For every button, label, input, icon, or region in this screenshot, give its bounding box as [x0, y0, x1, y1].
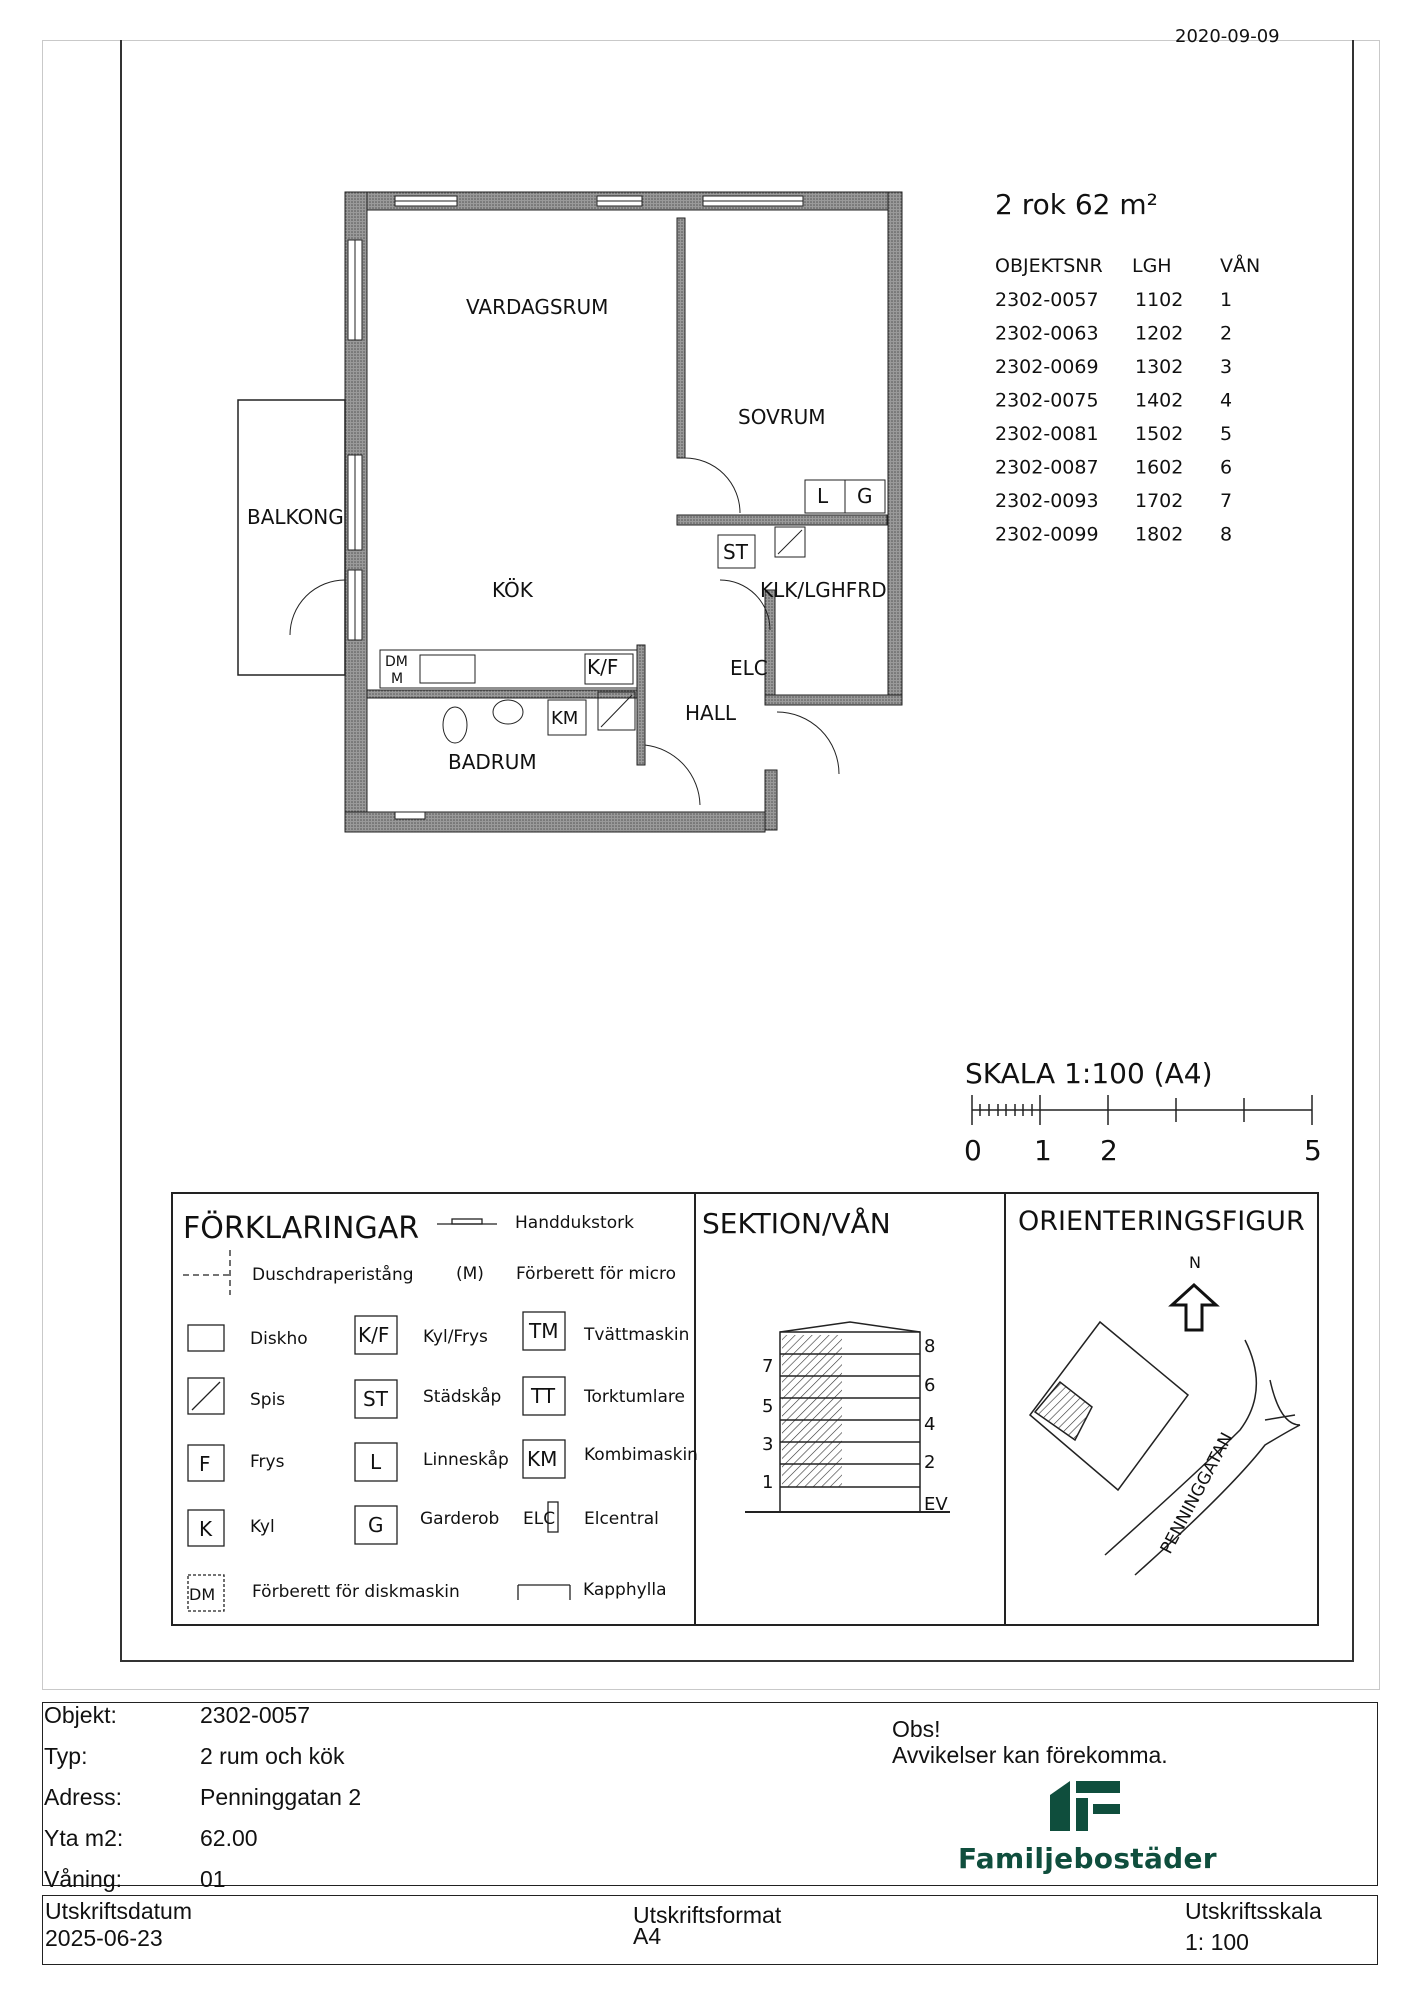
legend-km-sym: KM	[527, 1447, 558, 1471]
table-rows	[995, 289, 1232, 546]
fixture-g: G	[857, 484, 873, 508]
info-value: 2302-0057	[200, 1702, 310, 1728]
legend-f-sym: F	[199, 1452, 211, 1476]
footer-date-value: 2025-06-23	[45, 1925, 163, 1951]
notice	[892, 1716, 1168, 1768]
section-building	[745, 1322, 950, 1512]
table-cell-objektsnr: 2302-0069	[995, 356, 1099, 378]
legend-micro-sym: (M)	[456, 1264, 484, 1284]
table-cell-lgh: 1802	[1135, 523, 1184, 546]
footer-date-label: Utskriftsdatum	[45, 1898, 192, 1924]
notice-text: Avvikelser kan förekomma.	[892, 1742, 1168, 1768]
print-footer	[42, 1895, 1378, 1965]
table-cell-lgh: 1402	[1135, 389, 1184, 412]
room-badrum: BADRUM	[448, 750, 537, 774]
notice-title: Obs!	[892, 1716, 941, 1742]
scale-tick-2: 2	[1100, 1134, 1118, 1167]
table-cell-van: 2	[1220, 322, 1233, 345]
legend-micro: Förberett för micro	[516, 1264, 677, 1284]
footer-scale	[1185, 1898, 1322, 1956]
orientation-title: ORIENTERINGSFIGUR	[1018, 1206, 1305, 1237]
legend-tork: Torktumlare	[584, 1387, 685, 1407]
section-left-7: 7	[762, 1356, 774, 1377]
legend-g-sym: G	[368, 1513, 384, 1537]
apartment-table	[995, 254, 1260, 277]
info-label: Våning:	[44, 1866, 123, 1892]
table-cell-van: 4	[1220, 389, 1233, 412]
legend-spis: Spis	[250, 1390, 286, 1410]
table-cell-objektsnr: 2302-0081	[995, 423, 1099, 445]
table-cell-lgh: 1102	[1135, 289, 1184, 311]
fixture-m: M	[391, 671, 404, 687]
scale-tick-1: 1	[1034, 1134, 1052, 1167]
legend-tvatt: Tvättmaskin	[584, 1325, 690, 1345]
legend-st-sym: ST	[363, 1387, 388, 1411]
table-cell-lgh: 1702	[1135, 490, 1184, 512]
footer-format-label: Utskriftsformat	[633, 1902, 782, 1928]
legend-kylfrys: Kyl/Frys	[423, 1327, 488, 1347]
table-cell-objektsnr: 2302-0057	[995, 289, 1099, 311]
section-right-8: 8	[924, 1336, 936, 1357]
room-vardagsrum: VARDAGSRUM	[466, 295, 609, 319]
legend-elcentral: Elcentral	[584, 1509, 659, 1529]
section-right-2: 2	[924, 1452, 936, 1473]
legend-linne: Linneskåp	[423, 1450, 509, 1470]
fixture-dm: DM	[385, 654, 408, 670]
room-hall: HALL	[685, 701, 737, 725]
scale-bar	[972, 1095, 1312, 1125]
legend-l-sym: L	[370, 1450, 382, 1474]
table-cell-objektsnr: 2302-0093	[995, 490, 1099, 512]
north-label: N	[1189, 1253, 1201, 1272]
table-header-van: VÅN	[1220, 255, 1261, 277]
section-right-ev: EV	[924, 1494, 948, 1515]
legend-stad: Städskåp	[423, 1387, 502, 1407]
info-label: Yta m2:	[44, 1825, 124, 1851]
table-cell-van: 1	[1220, 289, 1233, 311]
legend-handduk: Handdukstork	[515, 1213, 634, 1233]
footer-scale-label: Utskriftsskala	[1185, 1898, 1322, 1924]
section-title: SEKTION/VÅN	[702, 1207, 891, 1240]
table-cell-lgh: 1602	[1135, 456, 1184, 479]
scale-title: SKALA 1:100 (A4)	[965, 1057, 1213, 1090]
table-header-objektsnr: OBJEKTSNR	[995, 255, 1103, 277]
legend-frys: Frys	[250, 1452, 285, 1472]
brand-name: Familjebostäder	[958, 1842, 1217, 1875]
legend-disk: Förberett för diskmaskin	[252, 1582, 460, 1602]
section-left-1: 1	[762, 1472, 774, 1493]
table-header-lgh: LGH	[1132, 255, 1172, 277]
table-cell-lgh: 1502	[1135, 423, 1184, 445]
section-left-5: 5	[762, 1396, 774, 1417]
fixture-l: L	[817, 484, 829, 508]
legend-diskho: Diskho	[250, 1329, 308, 1349]
legend-kf-sym: K/F	[358, 1323, 390, 1347]
table-cell-van: 7	[1220, 490, 1233, 512]
fixture-elc: ELC	[730, 656, 768, 680]
table-cell-van: 8	[1220, 523, 1233, 546]
info-value: 01	[200, 1866, 226, 1892]
scale-tick-5: 5	[1304, 1134, 1322, 1167]
info-label: Objekt:	[44, 1702, 117, 1728]
legend-k-sym: K	[199, 1517, 213, 1541]
legend-title: FÖRKLARINGAR	[183, 1211, 420, 1246]
legend-panels	[172, 1193, 1318, 1625]
fixture-kf: K/F	[587, 655, 619, 679]
fixture-st: ST	[723, 540, 748, 564]
table-cell-objektsnr: 2302-0087	[995, 456, 1099, 479]
section-right-6: 6	[924, 1375, 936, 1396]
fixture-km: KM	[551, 708, 579, 729]
legend-kapp: Kapphylla	[583, 1580, 667, 1600]
legend-dusch: Duschdraperistång	[252, 1265, 414, 1285]
table-cell-van: 6	[1220, 456, 1233, 479]
legend-kyl: Kyl	[250, 1517, 275, 1537]
footer-scale-value: 1: 100	[1185, 1929, 1249, 1955]
legend-dm-sym: DM	[189, 1585, 216, 1604]
table-cell-objektsnr: 2302-0099	[995, 523, 1099, 546]
info-value: 2 rum och kök	[200, 1743, 345, 1769]
table-cell-objektsnr: 2302-0063	[995, 322, 1099, 345]
legend-texts	[189, 1213, 698, 1604]
room-balkong: BALKONG	[247, 505, 344, 529]
section-left-3: 3	[762, 1434, 774, 1455]
date-stamp: 2020-09-09	[1175, 26, 1280, 47]
footer-date	[45, 1898, 192, 1952]
table-cell-van: 5	[1220, 423, 1233, 445]
table-cell-van: 3	[1220, 356, 1233, 378]
legend-kombi: Kombimaskin	[584, 1445, 698, 1465]
legend-tt-sym: TT	[531, 1384, 556, 1408]
info-value: 62.00	[200, 1825, 258, 1851]
info-label: Adress:	[44, 1784, 122, 1810]
north-arrow-icon	[1172, 1285, 1216, 1330]
scale-tick-0: 0	[964, 1134, 982, 1167]
legend-garderob: Garderob	[420, 1509, 500, 1529]
footer-format-value: A4	[633, 1923, 662, 1949]
room-kok: KÖK	[492, 578, 533, 602]
info-label: Typ:	[44, 1743, 88, 1769]
apartment-title: 2 rok 62 m²	[995, 188, 1158, 221]
legend-tm-sym: TM	[529, 1319, 559, 1343]
table-cell-lgh: 1302	[1135, 356, 1184, 378]
info-value: Penninggatan 2	[200, 1784, 362, 1810]
legend-elc-sym: ELC	[523, 1509, 556, 1529]
street-label: PENNINGGATAN	[1156, 1429, 1238, 1558]
room-sovrum: SOVRUM	[738, 405, 826, 429]
table-cell-objektsnr: 2302-0075	[995, 389, 1099, 412]
table-cell-lgh: 1202	[1135, 322, 1184, 345]
section-right-4: 4	[924, 1414, 936, 1435]
footer-format	[633, 1898, 781, 1950]
room-klk: KLK/LGHFRD	[760, 578, 887, 602]
